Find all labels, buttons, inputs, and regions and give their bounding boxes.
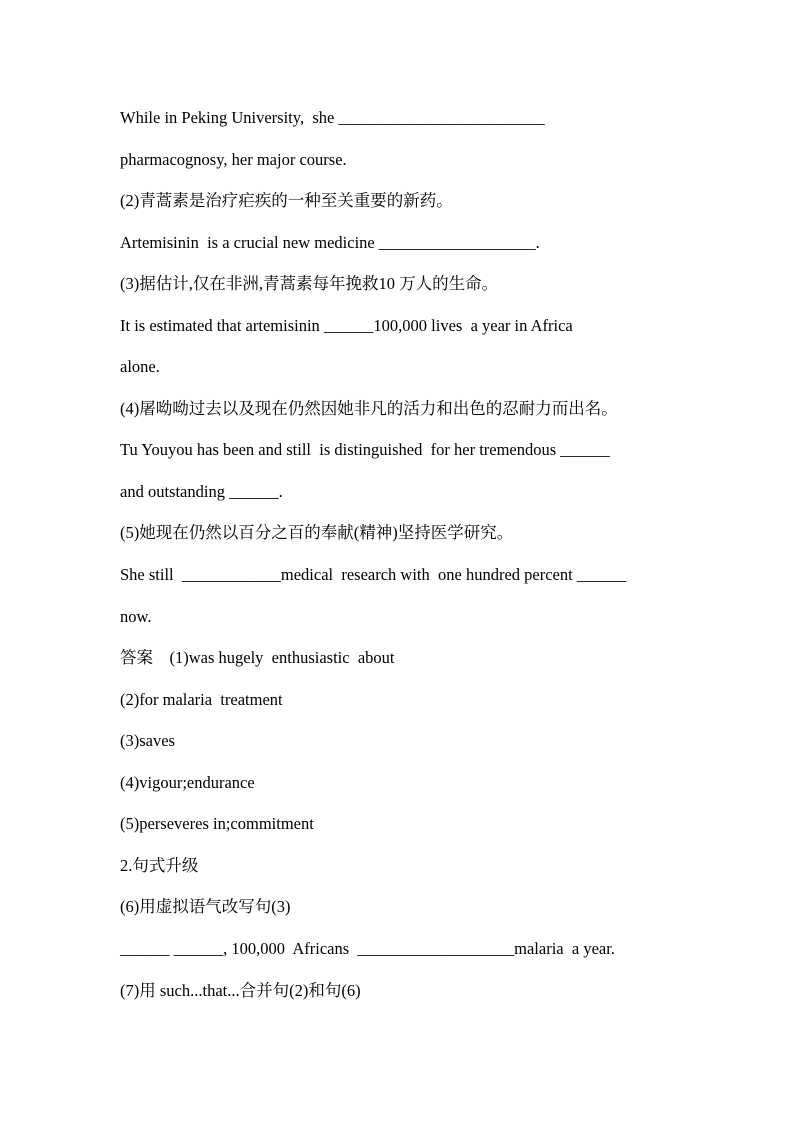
answer-5: (5)perseveres in;commitment: [120, 814, 314, 833]
exercise-sentence-1-en: While in Peking University, she _________________________: [120, 108, 545, 127]
answer-3: (3)saves: [120, 731, 175, 750]
section-heading-sentence-upgrade: 2.句式升级: [120, 856, 199, 875]
exercise-item-2-zh: (2)青蒿素是治疗疟疾的一种至关重要的新药。: [120, 191, 453, 210]
exercise-item-5-en: She still ____________medical research with one hundred percent ______: [120, 565, 627, 584]
exercise-item-6-en: ______ ______, 100,000 Africans ___________________malaria a year.: [120, 939, 615, 958]
exercise-item-6-instruction: (6)用虚拟语气改写句(3): [120, 897, 291, 916]
exercise-item-3-en: It is estimated that artemisinin ______100,000 lives a year in Africa: [120, 316, 573, 335]
exercise-item-3-en-cont: alone.: [120, 357, 160, 376]
answer-heading-line: 答案 (1)was hugely enthusiastic about: [120, 648, 395, 667]
exercise-item-3-zh: (3)据估计,仅在非洲,青蒿素每年挽救10 万人的生命。: [120, 274, 499, 293]
exercise-item-4-en-cont: and outstanding ______.: [120, 482, 283, 501]
exercise-item-4-zh: (4)屠呦呦过去以及现在仍然因她非凡的活力和出色的忍耐力而出名。: [120, 399, 618, 418]
exercise-item-5-en-cont: now.: [120, 607, 152, 626]
exercise-item-2-en: Artemisinin is a crucial new medicine ___________________.: [120, 233, 540, 252]
exercise-item-7-instruction: (7)用 such...that...合并句(2)和句(6): [120, 981, 361, 1000]
exercise-sentence-1-en-cont: pharmacognosy, her major course.: [120, 150, 347, 169]
answer-2: (2)for malaria treatment: [120, 690, 283, 709]
exercise-item-5-zh: (5)她现在仍然以百分之百的奉献(精神)坚持医学研究。: [120, 523, 514, 542]
answer-4: (4)vigour;endurance: [120, 773, 255, 792]
exercise-item-4-en: Tu Youyou has been and still is distinguished for her tremendous ______: [120, 440, 610, 459]
